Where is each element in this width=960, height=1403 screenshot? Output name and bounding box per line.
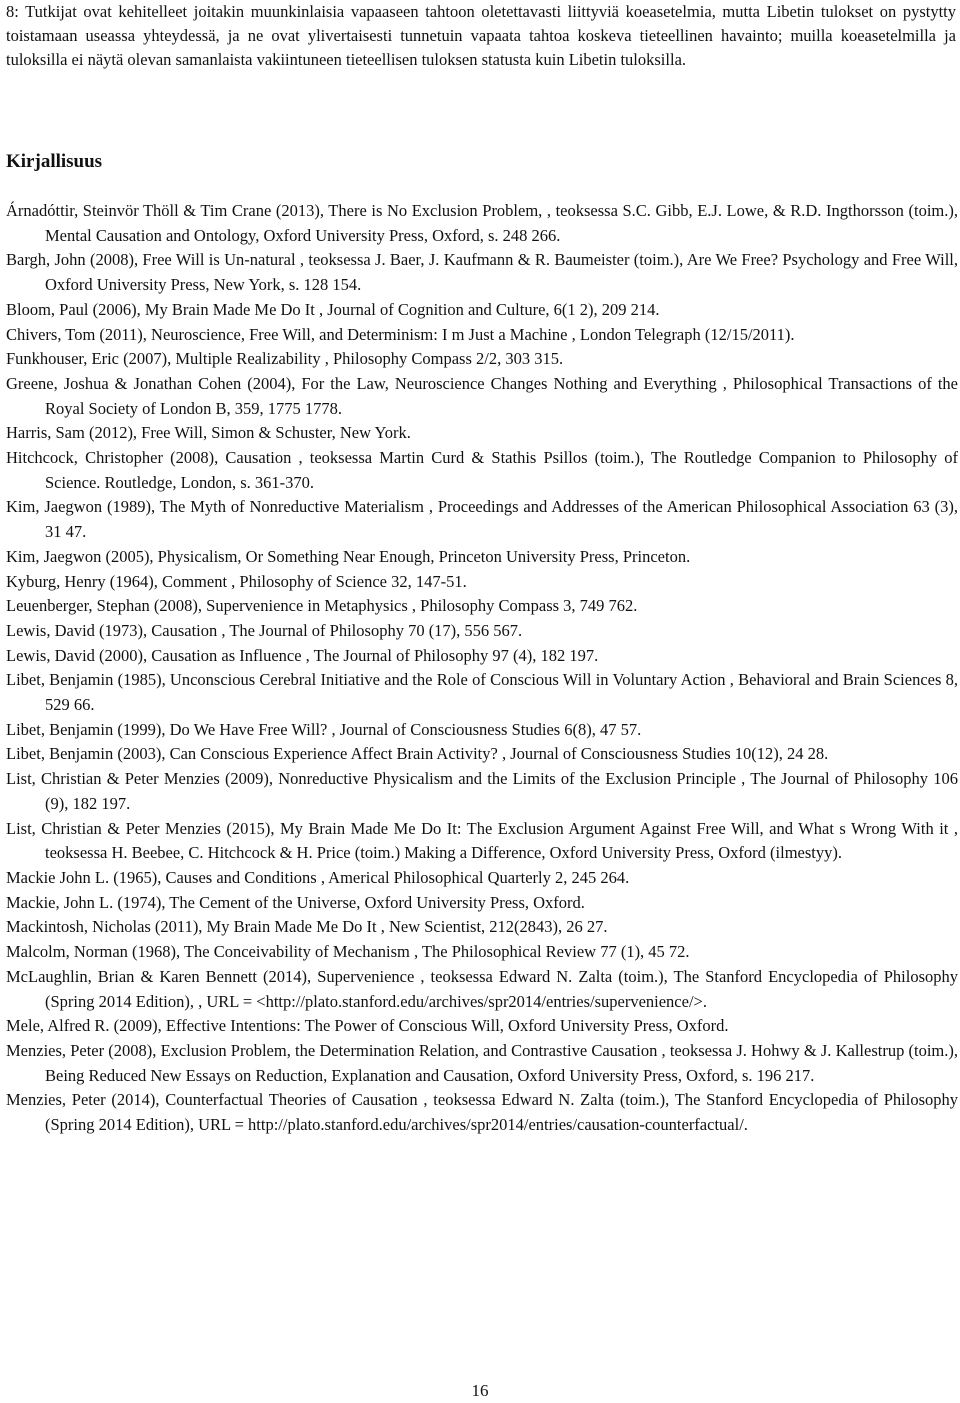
reference-item: Mackie, John L. (1974), The Cement of the Universe, Oxford University Press, Oxford. [6,892,585,912]
reference-item: Bargh, John (2008), Free Will is Un-natural , teoksessa J. Baer, J. Kaufmann & R. Baumeister (toim.), Are We Free? Psychology and Free Will, Oxford University Press, New York, s. 128 154. [6,250,958,295]
section-heading: Kirjallisuus [6,151,103,172]
reference-item: Libet, Benjamin (1985), Unconscious Cerebral Initiative and the Role of Conscious Will in Voluntary Action , Behavioral and Brain Sciences 8, 529 66. [6,670,958,715]
reference-item: Bloom, Paul (2006), My Brain Made Me Do It , Journal of Cognition and Culture, 6(1 2), 209 214. [6,299,660,319]
reference-item: Árnadóttir, Steinvör Thöll & Tim Crane (2013), There is No Exclusion Problem, , teoksessa S.C. Gibb, E.J. Lowe, & R.D. Ingthorsson (toim.), Mental Causation and Ontology, Oxford University Press, Oxford, s. 248 266. [6,201,958,245]
reference-item: Lewis, David (2000), Causation as Influence , The Journal of Philosophy 97 (4), 182 197. [6,645,599,665]
reference-item: Leuenberger, Stephan (2008), Supervenience in Metaphysics , Philosophy Compass 3, 749 762. [6,596,638,616]
reference-item: Chivers, Tom (2011), Neuroscience, Free Will, and Determinism: I m Just a Machine , London Telegraph (12/15/2011). [6,324,795,344]
reference-item: Harris, Sam (2012), Free Will, Simon & Schuster, New York. [6,423,411,443]
reference-item: Mackie John L. (1965), Causes and Conditions , Americal Philosophical Quarterly 2, 245 264. [6,867,630,887]
reference-item: Menzies, Peter (2014), Counterfactual Theories of Causation , teoksessa Edward N. Zalta (toim.), The Stanford Encyclopedia of Philosophy (Spring 2014 Edition), URL = http://plato.stanford.edu/archives/spr2014/entries/causation-counterfactual/. [6,1090,958,1135]
reference-item: List, Christian & Peter Menzies (2015), My Brain Made Me Do It: The Exclusion Argument Against Free Will, and What s Wrong With it , teoksessa H. Beebee, C. Hitchcock & H. Price (toim.) Making a Difference, Oxford University Press, Oxford (ilmestyy). [6,818,958,863]
page-number: 16 [471,1381,489,1400]
reference-item: Lewis, David (1973), Causation , The Journal of Philosophy 70 (17), 556 567. [6,620,523,640]
reference-item: Funkhouser, Eric (2007), Multiple Realizability , Philosophy Compass 2/2, 303 315. [6,349,564,369]
reference-list [6,199,958,1138]
reference-item: Mele, Alfred R. (2009), Effective Intentions: The Power of Conscious Will, Oxford University Press, Oxford. [6,1016,729,1036]
reference-item: Menzies, Peter (2008), Exclusion Problem, the Determination Relation, and Contrastive Causation , teoksessa J. Hohwy & J. Kallestrup (toim.), Being Reduced New Essays on Reduction, Explanation and Causation, Oxford University Press, Oxford, s. 196 217. [6,1040,958,1085]
reference-item: Mackintosh, Nicholas (2011), My Brain Made Me Do It , New Scientist, 212(2843), 26 27. [6,917,608,937]
reference-item: Kyburg, Henry (1964), Comment , Philosophy of Science 32, 147-51. [6,571,467,591]
reference-item: Greene, Joshua & Jonathan Cohen (2004), For the Law, Neuroscience Changes Nothing and Everything , Philosophical Transactions of the Royal Society of London B, 359, 1775 1778. [6,373,958,418]
reference-item: Libet, Benjamin (2003), Can Conscious Experience Affect Brain Activity? , Journal of Consciousness Studies 10(12), 24 28. [6,744,829,764]
reference-item: Hitchcock, Christopher (2008), Causation , teoksessa Martin Curd & Stathis Psillos (toim.), The Routledge Companion to Philosophy of Science. Routledge, London, s. 361-370. [6,448,958,492]
reference-item: List, Christian & Peter Menzies (2009), Nonreductive Physicalism and the Limits of the Exclusion Principle , The Journal of Philosophy 106 (9), 182 197. [6,769,958,813]
reference-item: McLaughlin, Brian & Karen Bennett (2014), Supervenience , teoksessa Edward N. Zalta (toim.), The Stanford Encyclopedia of Philosophy (Spring 2014 Edition), , URL = <http://plato.stanford.edu/archives/spr2014/entries/supervenience/>. [6,966,958,1011]
reference-item: Libet, Benjamin (1999), Do We Have Free Will? , Journal of Consciousness Studies 6(8), 47 57. [6,719,642,739]
reference-item: Kim, Jaegwon (2005), Physicalism, Or Something Near Enough, Princeton University Press, Princeton. [6,546,691,566]
footnote-text: 8: Tutkijat ovat kehitelleet joitakin muunkinlaisia vapaaseen tahtoon oletettavasti liittyviä koeasetelmia, mutta Libetin tulokset on pystytty toistamaan useassa yhteydessä, ja ne ovat ylivertaisesti tunnetuin vapaata tahtoa koskeva tieteellinen havainto; muilla koeasetelmilla ja tuloksilla ei näytä olevan samanlaista vakiintuneen tieteellisen tuloksen statusta kuin Libetin tuloksilla. [6,2,956,69]
reference-item: Malcolm, Norman (1968), The Conceivability of Mechanism , The Philosophical Review 77 (1), 45 72. [6,942,690,962]
reference-item: Kim, Jaegwon (1989), The Myth of Nonreductive Materialism , Proceedings and Addresses of the American Philosophical Association 63 (3), 31 47. [6,497,958,542]
